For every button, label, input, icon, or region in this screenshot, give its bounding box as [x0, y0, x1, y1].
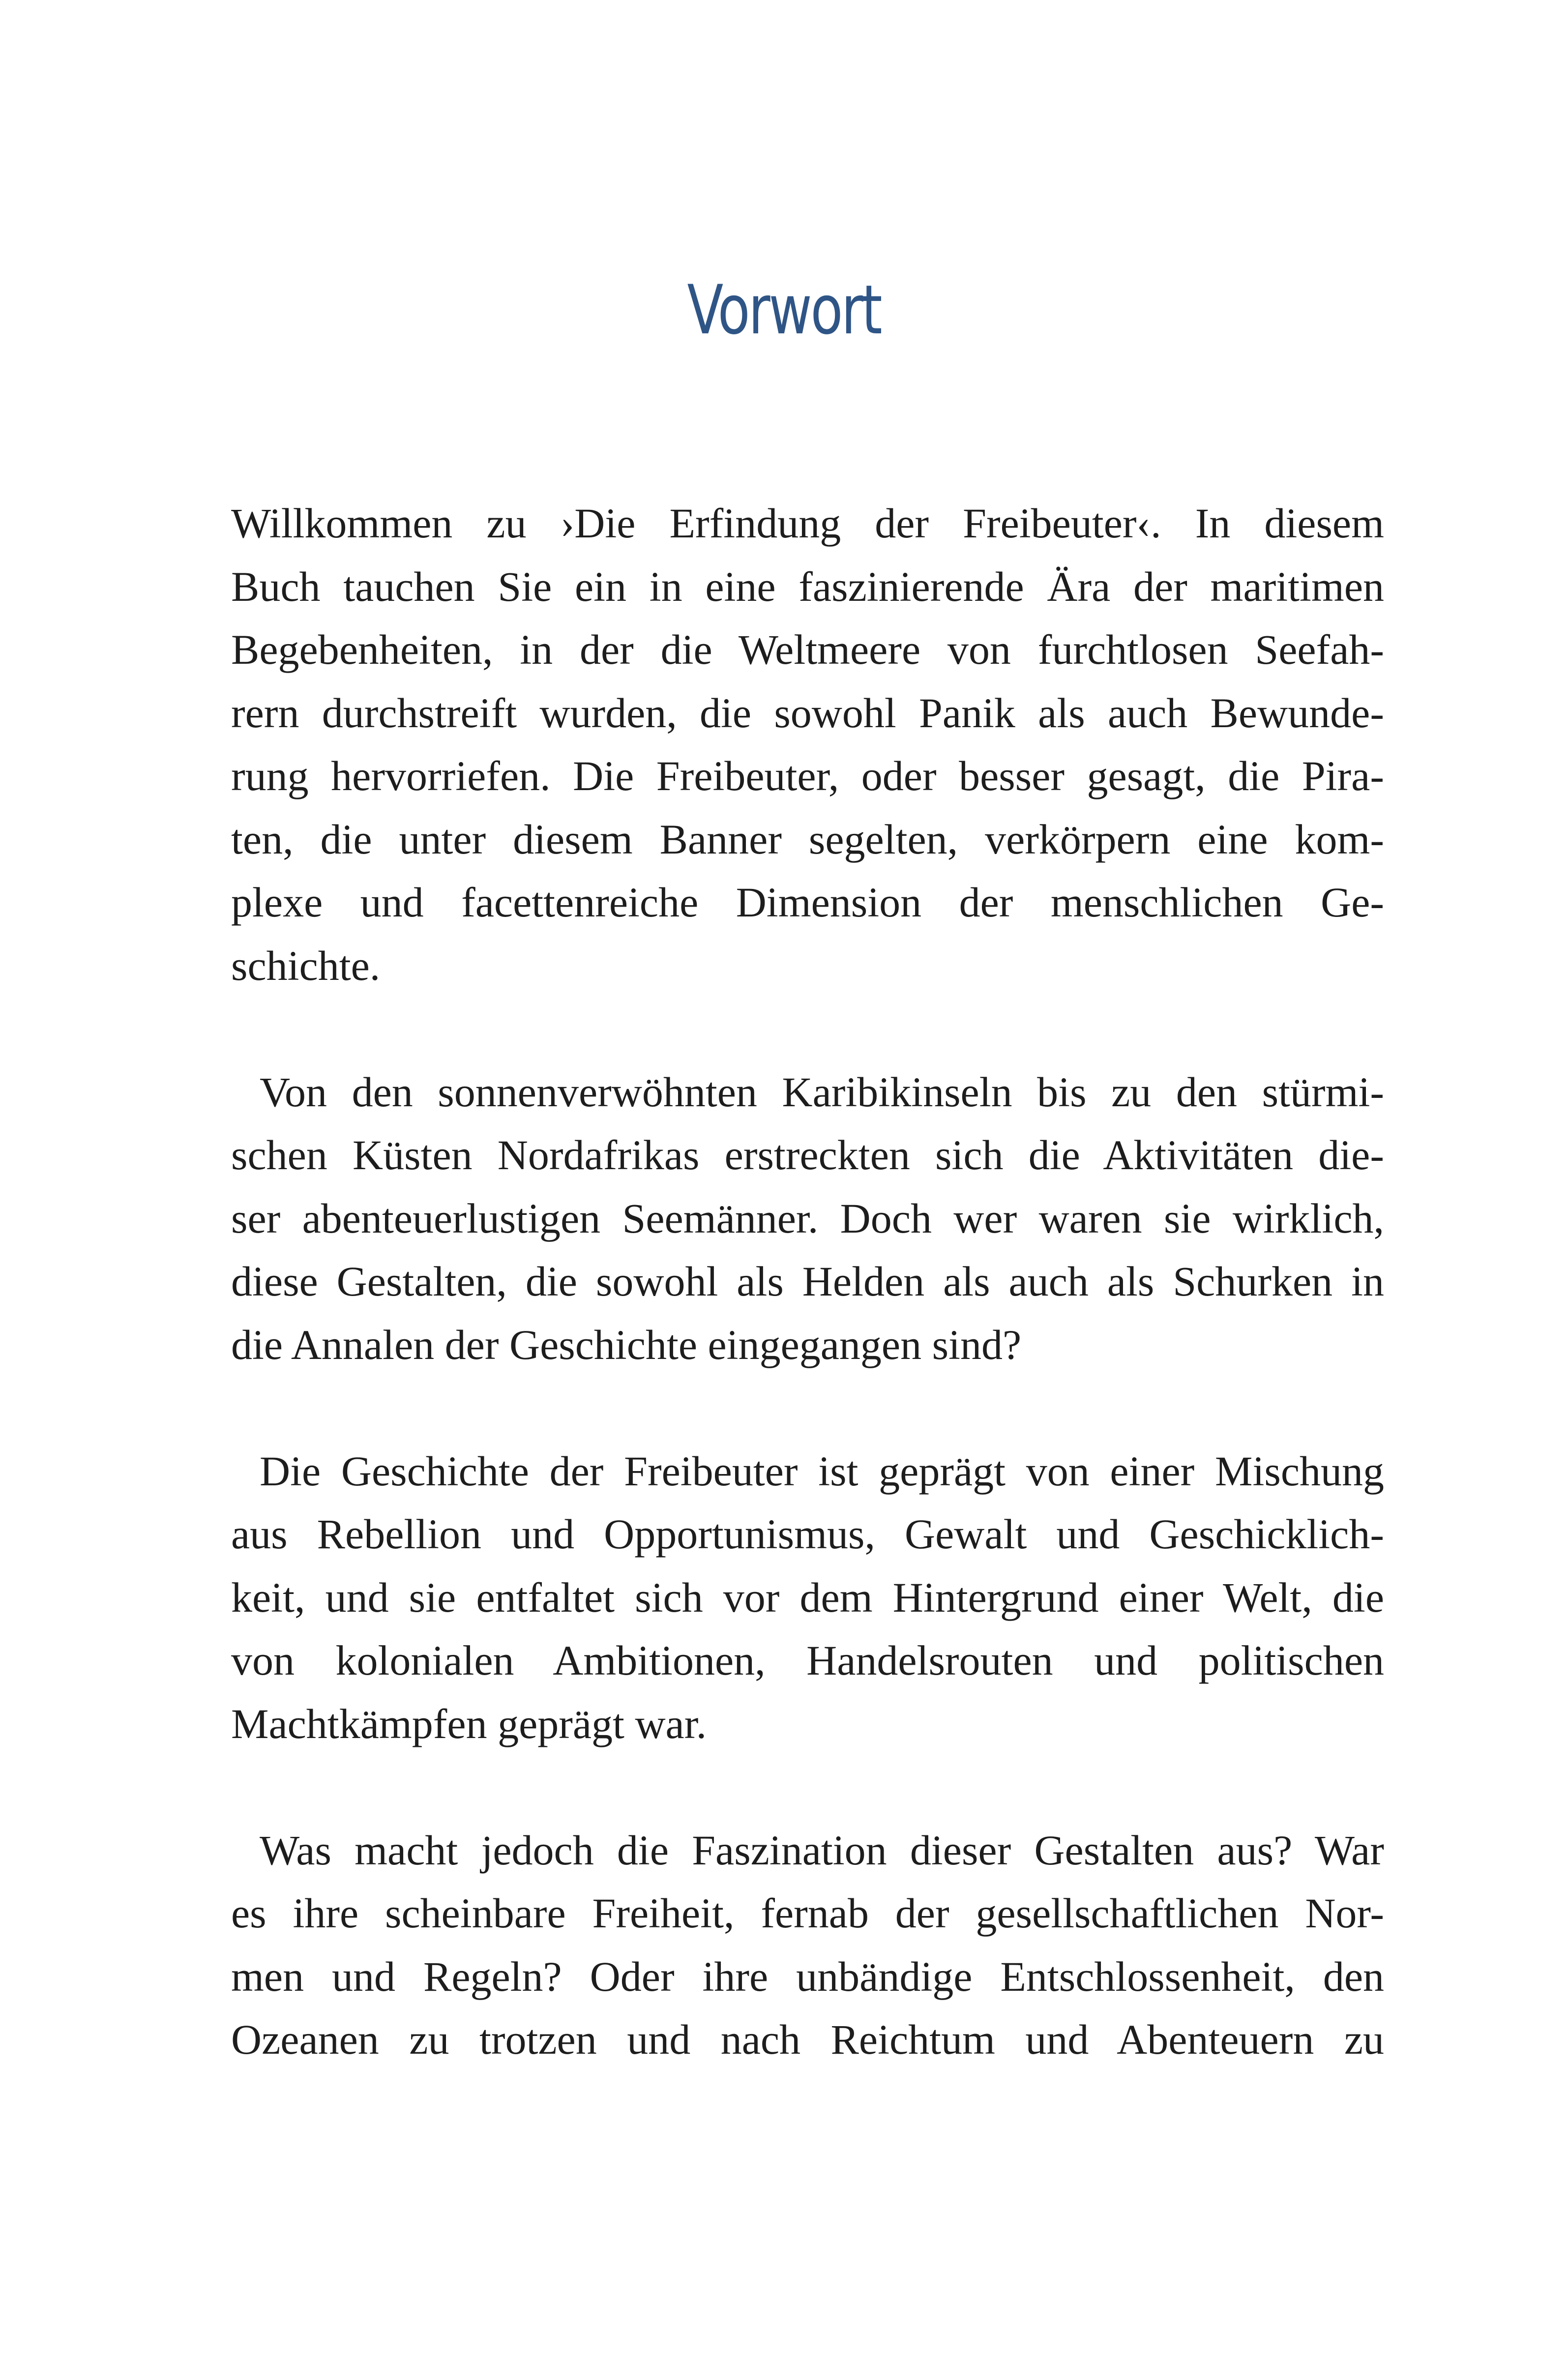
text-line: Begebenheiten, in der die Weltmeere von furchtlosen Seefah- — [231, 626, 1384, 673]
text-line: es ihre scheinbare Freiheit, fernab der gesellschaftlichen Nor- — [231, 1889, 1384, 1937]
body-text — [231, 492, 1384, 2071]
paragraph — [231, 492, 1384, 997]
text-line: plexe und facettenreiche Dimension der menschlichen Ge- — [231, 879, 1384, 926]
paragraph — [231, 1061, 1384, 1377]
text-line: Was macht jedoch die Faszination dieser Gestalten aus? War — [260, 1826, 1384, 1874]
text-line: diese Gestalten, die sowohl als Helden als auch als Schurken in — [231, 1258, 1384, 1305]
text-line: men und Regeln? Oder ihre unbändige Entschlossenheit, den — [231, 1952, 1384, 2000]
text-line: Ozeanen zu trotzen und nach Reichtum und Abenteuern zu — [231, 2016, 1384, 2063]
text-line: ser abenteuerlustigen Seemänner. Doch wer waren sie wirklich, — [231, 1194, 1384, 1242]
text-line: rern durchstreift wurden, die sowohl Panik als auch Bewunde- — [231, 689, 1384, 737]
text-line: schichte. — [231, 942, 381, 989]
paragraph — [231, 1440, 1384, 1756]
text-line: Willkommen zu ›Die Erfindung der Freibeuter‹. In diesem — [231, 500, 1384, 547]
text-line: ten, die unter diesem Banner segelten, verkörpern eine kom- — [231, 815, 1384, 863]
text-line: Machtkämpfen geprägt war. — [231, 1700, 707, 1747]
text-line: Die Geschichte der Freibeuter ist geprägt von einer Mischung — [260, 1447, 1384, 1495]
paragraph — [231, 1819, 1384, 2071]
text-line: Buch tauchen Sie ein in eine faszinierende Ära der maritimen — [231, 562, 1384, 610]
text-line: rung hervorriefen. Die Freibeuter, oder besser gesagt, die Pira- — [231, 752, 1384, 799]
text-line: aus Rebellion und Opportunismus, Gewalt und Geschicklich- — [231, 1510, 1384, 1558]
text-line: Von den sonnenverwöhnten Karibikinseln bis zu den stürmi- — [260, 1068, 1384, 1116]
text-line: von kolonialen Ambitionen, Handelsrouten und politischen — [231, 1637, 1384, 1684]
text-line: keit, und sie entfaltet sich vor dem Hintergrund einer Welt, die — [231, 1573, 1384, 1621]
chapter-title: Vorwort — [687, 270, 881, 350]
text-line: die Annalen der Geschichte eingegangen sind? — [231, 1321, 1022, 1368]
text-line: schen Küsten Nordafrikas erstreckten sich die Aktivitäten die- — [231, 1131, 1384, 1179]
